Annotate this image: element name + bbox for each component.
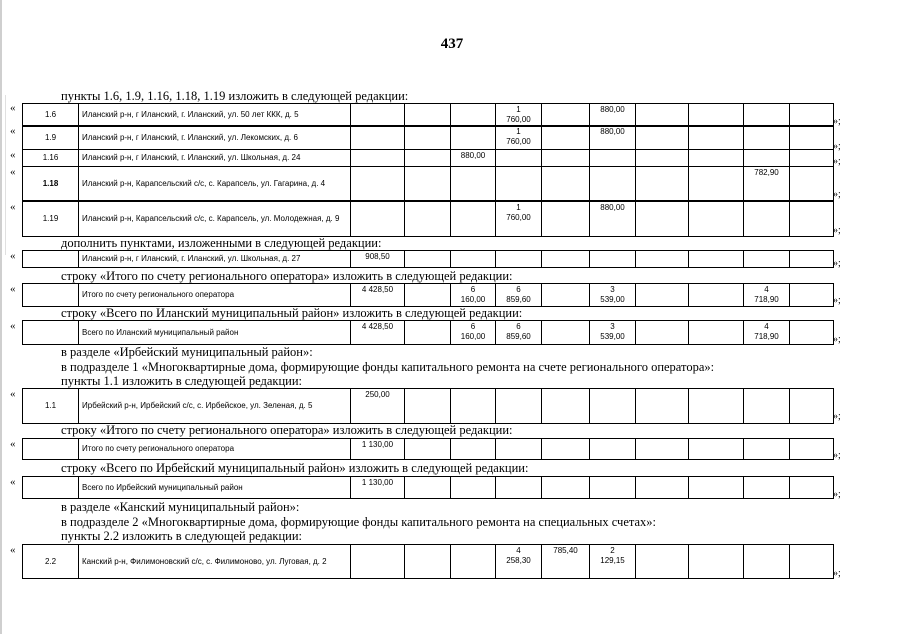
row-address: Иланский р-н, Карапсельский с/с, с. Карапсель, ул. Гагарина, д. 4 <box>79 167 351 201</box>
value-cell: 6 859,60 <box>496 321 542 345</box>
quote-close: »; <box>833 450 841 461</box>
quote-close: »; <box>833 156 841 167</box>
scan-edge <box>0 0 2 634</box>
value-cell: 3 539,00 <box>590 321 636 345</box>
table-row <box>22 283 834 307</box>
quote-open: « <box>10 149 16 161</box>
quote-close: »; <box>833 116 841 127</box>
table-row <box>22 544 834 579</box>
quote-open: « <box>10 250 16 262</box>
row-number: 1.1 <box>23 389 79 424</box>
value-cell: 6 160,00 <box>451 284 496 307</box>
row-address: Иланский р-н, г Иланский, г. Иланский, ул. 50 лет ККК, д. 5 <box>79 104 351 127</box>
row-number: 1.6 <box>23 104 79 127</box>
quote-close: »; <box>833 568 841 579</box>
quote-open: « <box>10 102 16 114</box>
value-cell: 4 718,90 <box>744 284 790 307</box>
quote-close: »; <box>833 411 841 422</box>
value-cell: 4 718,90 <box>744 321 790 345</box>
row-address: Итого по счету регионального оператора <box>79 284 351 307</box>
value-cell: 250,00 <box>351 389 405 424</box>
row-address: Иланский р-н, г Иланский, г. Иланский, ул. Школьная, д. 24 <box>79 150 351 167</box>
quote-close: »; <box>833 189 841 200</box>
value-cell: 782,90 <box>744 167 790 201</box>
table-row <box>22 166 834 201</box>
row-address: Иланский р-н, г Иланский, г. Иланский, ул. Школьная, д. 27 <box>79 251 351 268</box>
table-row <box>22 438 834 460</box>
quote-close: »; <box>833 258 841 269</box>
row-number <box>23 251 79 268</box>
quote-open: « <box>10 201 16 213</box>
quote-close: »; <box>833 295 841 306</box>
value-cell: 880,00 <box>590 126 636 150</box>
quote-close: »; <box>833 141 841 152</box>
quote-open: « <box>10 283 16 295</box>
value-cell: 4 428,50 <box>351 284 405 307</box>
instruction-heading: в разделе «Ирбейский муниципальный район»: <box>61 345 313 359</box>
table-row <box>22 149 834 167</box>
row-number: 1.19 <box>23 202 79 237</box>
value-cell: 6 859,60 <box>496 284 542 307</box>
table-row <box>22 476 834 499</box>
row-number: 1.16 <box>23 150 79 167</box>
value-cell: 880,00 <box>590 104 636 127</box>
instruction-heading: дополнить пунктами, изложенными в следующей редакции: <box>61 236 382 250</box>
table-row <box>22 250 834 268</box>
instruction-heading: пункты 2.2 изложить в следующей редакции: <box>61 529 302 543</box>
value-cell: 2 129,15 <box>590 545 636 579</box>
value-cell: 880,00 <box>590 202 636 237</box>
quote-close: »; <box>833 334 841 345</box>
table-row <box>22 103 834 127</box>
quote-open: « <box>10 438 16 450</box>
quote-open: « <box>10 125 16 137</box>
instruction-heading: строку «Всего по Иланский муниципальный район» изложить в следующей редакции: <box>61 306 523 320</box>
row-address: Иланский р-н, Карапсельский с/с, с. Карапсель, ул. Молодежная, д. 9 <box>79 202 351 237</box>
value-cell: 1 130,00 <box>351 477 405 499</box>
value-cell: 1 760,00 <box>496 202 542 237</box>
row-number: 1.18 <box>23 167 79 201</box>
value-cell: 1 130,00 <box>351 439 405 460</box>
quote-open: « <box>10 388 16 400</box>
quote-open: « <box>10 476 16 488</box>
instruction-heading: пункты 1.6, 1.9, 1.16, 1.18, 1.19 изложить в следующей редакции: <box>61 89 409 103</box>
instruction-heading: в разделе «Канский муниципальный район»: <box>61 500 300 514</box>
row-address: Канский р-н, Филимоновский с/с, с. Филимоново, ул. Луговая, д. 2 <box>79 545 351 579</box>
quote-open: « <box>10 166 16 178</box>
value-cell: 880,00 <box>451 150 496 167</box>
page-number: 437 <box>440 36 464 52</box>
scan-edge-faint <box>5 95 6 255</box>
value-cell: 3 539,00 <box>590 284 636 307</box>
table-row <box>22 201 834 237</box>
instruction-heading: пункты 1.1 изложить в следующей редакции: <box>61 374 302 388</box>
row-address: Ирбейский р-н, Ирбейский с/с, с. Ирбейское, ул. Зеленая, д. 5 <box>79 389 351 424</box>
quote-open: « <box>10 544 16 556</box>
quote-close: »; <box>833 489 841 500</box>
quote-open: « <box>10 320 16 332</box>
instruction-heading: в подразделе 2 «Многоквартирные дома, формирующие фонды капитального ремонта на специальных счетах»: <box>61 515 657 529</box>
quote-close: »; <box>833 225 841 236</box>
instruction-heading: строку «Всего по Ирбейский муниципальный район» изложить в следующей редакции: <box>61 461 529 475</box>
instruction-heading: строку «Итого по счету регионального оператора» изложить в следующей редакции: <box>61 423 513 437</box>
row-number: 2.2 <box>23 545 79 579</box>
instruction-heading: в подразделе 1 «Многоквартирные дома, формирующие фонды капитального ремонта на счете регионального оператора»: <box>61 360 715 374</box>
row-address: Всего по Ирбейский муниципальный район <box>79 477 351 499</box>
table-row <box>22 388 834 424</box>
value-cell: 785,40 <box>542 545 590 579</box>
value-cell: 4 258,30 <box>496 545 542 579</box>
row-address: Итого по счету регионального оператора <box>79 439 351 460</box>
value-cell: 6 160,00 <box>451 321 496 345</box>
table-row <box>22 320 834 345</box>
value-cell: 1 760,00 <box>496 126 542 150</box>
row-address: Иланский р-н, г Иланский, г. Иланский, ул. Лекомских, д. 6 <box>79 126 351 150</box>
row-number: 1.9 <box>23 126 79 150</box>
value-cell: 908,50 <box>351 251 405 268</box>
row-address: Всего по Иланский муниципальный район <box>79 321 351 345</box>
value-cell: 4 428,50 <box>351 321 405 345</box>
table-row <box>22 125 834 150</box>
value-cell: 1 760,00 <box>496 104 542 127</box>
instruction-heading: строку «Итого по счету регионального оператора» изложить в следующей редакции: <box>61 269 513 283</box>
